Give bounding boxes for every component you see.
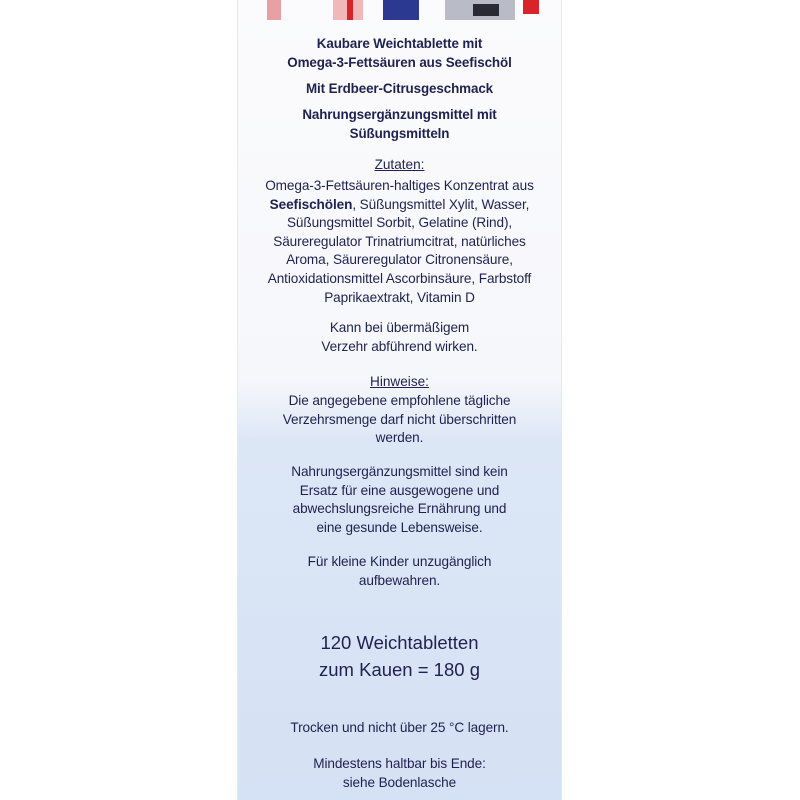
blue-decoration (383, 0, 419, 20)
red-decoration (267, 0, 281, 20)
dark-decoration (473, 4, 499, 16)
ingredients-list: Omega-3-Fettsäuren-haltiges Konzentrat aus Seefischölen, Süßungsmittel Xylit, Wasser, Süßungsmittel Sorbit, Gelatine (Rind), Säureregulator Trinatriumcitrat, natürliches Aroma, Säureregulator Citronensäure, Antioxidationsmittel Ascorbinsäure, Farbstoff Paprikaextrakt, Vitamin D (265, 178, 534, 305)
laxative-warning: Kann bei übermäßigem Verzehr abführend wirken. (321, 320, 478, 354)
product-title: Kaubare Weichtablette mit Omega-3-Fettsäuren aus Seefischöl (287, 36, 512, 70)
fish-oil-highlight: Seefischölen (269, 196, 353, 212)
diet-note: Nahrungsergänzungsmittel sind kein Ersatz für eine ausgewogene und abwechslungsreiche Ernährung und eine gesunde Lebensweise. (291, 464, 508, 535)
expiry-info: Mindestens haltbar bis Ende: siehe Bodenlasche (313, 756, 486, 790)
red-stripe-decoration (347, 0, 353, 20)
product-package-side (237, 0, 562, 800)
product-category: Nahrungsergänzungsmittel mit Süßungsmitteln (302, 107, 497, 141)
flavor-text: Mit Erdbeer-Citrusgeschmack (305, 81, 494, 96)
children-note: Für kleine Kinder unzugänglich aufbewahren. (307, 554, 492, 588)
dose-note: Die angegebene empfohlene tägliche Verzehrsmenge darf nicht überschritten werden. (282, 393, 517, 446)
notes-heading: Hinweise: (370, 374, 429, 389)
red-corner-decoration (523, 0, 539, 14)
ingredients-heading: Zutaten: (374, 157, 425, 172)
package-quantity: 120 Weichtabletten zum Kauen = 180 g (319, 632, 480, 680)
package-top-decoration (237, 0, 562, 22)
storage-instructions: Trocken und nicht über 25 °C lagern. (290, 720, 509, 735)
